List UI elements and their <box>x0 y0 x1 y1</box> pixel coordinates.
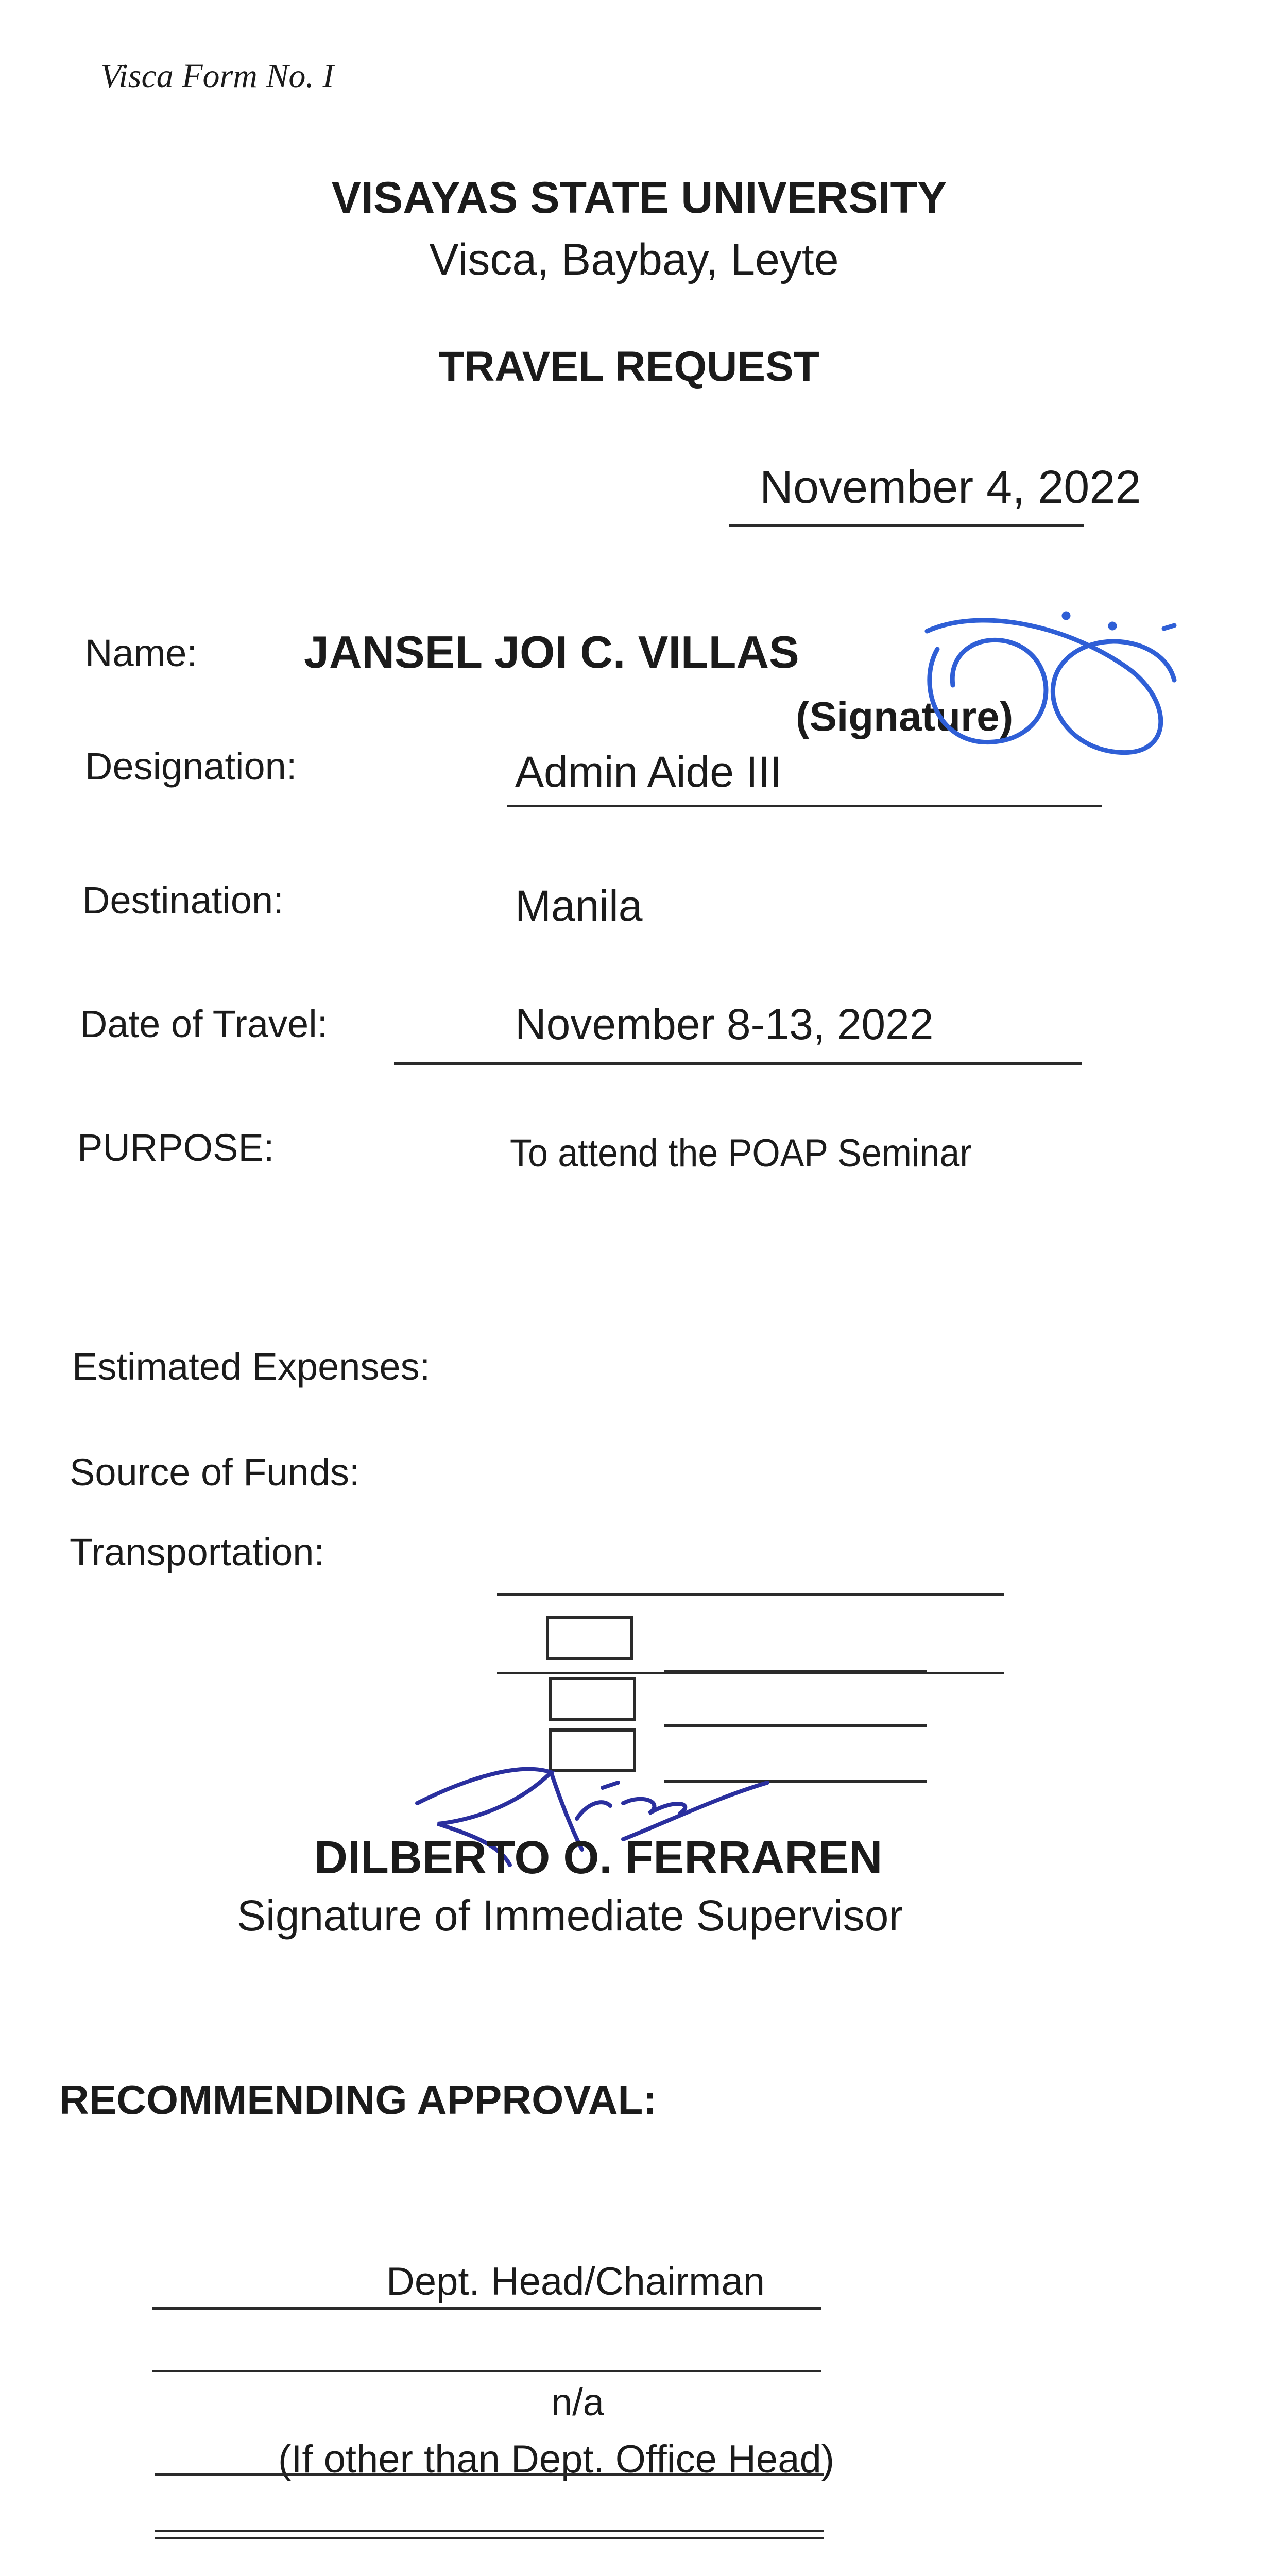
na-value: n/a <box>551 2381 604 2424</box>
checkbox-1[interactable] <box>546 1616 633 1660</box>
source-of-funds-label: Source of Funds: <box>70 1451 360 1494</box>
designation-value: Admin Aide III <box>515 748 782 796</box>
requester-signature <box>906 603 1195 773</box>
supervisor-caption: Signature of Immediate Supervisor <box>237 1891 903 1940</box>
form-number: Visca Form No. I <box>100 57 334 95</box>
transportation-label: Transportation: <box>70 1531 324 1573</box>
checkbox-1-line <box>664 1670 927 1673</box>
date-of-travel-value: November 8-13, 2022 <box>515 1000 934 1048</box>
other-than-label: (If other than Dept. Office Head) <box>278 2437 835 2481</box>
signature-line-2 <box>155 2537 824 2539</box>
request-date: November 4, 2022 <box>760 462 1141 513</box>
name-label: Name: <box>85 632 197 674</box>
signature-line-1 <box>155 2530 824 2532</box>
recommending-heading: RECOMMENDING APPROVAL: <box>59 2077 657 2123</box>
purpose-value: To attend the POAP Seminar <box>510 1131 972 1175</box>
checkbox-2-line <box>664 1724 927 1727</box>
dept-head-line <box>152 2307 821 2310</box>
signature-label: (Signature) <box>796 693 1014 739</box>
purpose-label: PURPOSE: <box>77 1126 275 1169</box>
transportation-line <box>497 1593 1004 1596</box>
date-of-travel-label: Date of Travel: <box>80 1003 328 1045</box>
estimated-expenses-label: Estimated Expenses: <box>72 1345 431 1388</box>
dept-head-line-2 <box>152 2370 821 2372</box>
supervisor-name: DILBERTO O. FERRAREN <box>314 1832 883 1884</box>
destination-label: Destination: <box>82 879 284 922</box>
name-value: JANSEL JOI C. VILLAS <box>304 626 799 677</box>
designation-underline <box>507 805 1102 807</box>
form-title: TRAVEL REQUEST <box>438 343 819 390</box>
designation-label: Designation: <box>85 745 297 788</box>
destination-value: Manila <box>515 882 643 930</box>
dept-head-label: Dept. Head/Chairman <box>386 2260 765 2303</box>
date-underline <box>729 524 1084 527</box>
other-than-line <box>155 2473 824 2476</box>
university-name: VISAYAS STATE UNIVERSITY <box>331 173 947 223</box>
checkbox-2[interactable] <box>549 1677 636 1721</box>
university-address: Visca, Baybay, Leyte <box>429 235 839 284</box>
date-of-travel-underline <box>394 1062 1082 1065</box>
